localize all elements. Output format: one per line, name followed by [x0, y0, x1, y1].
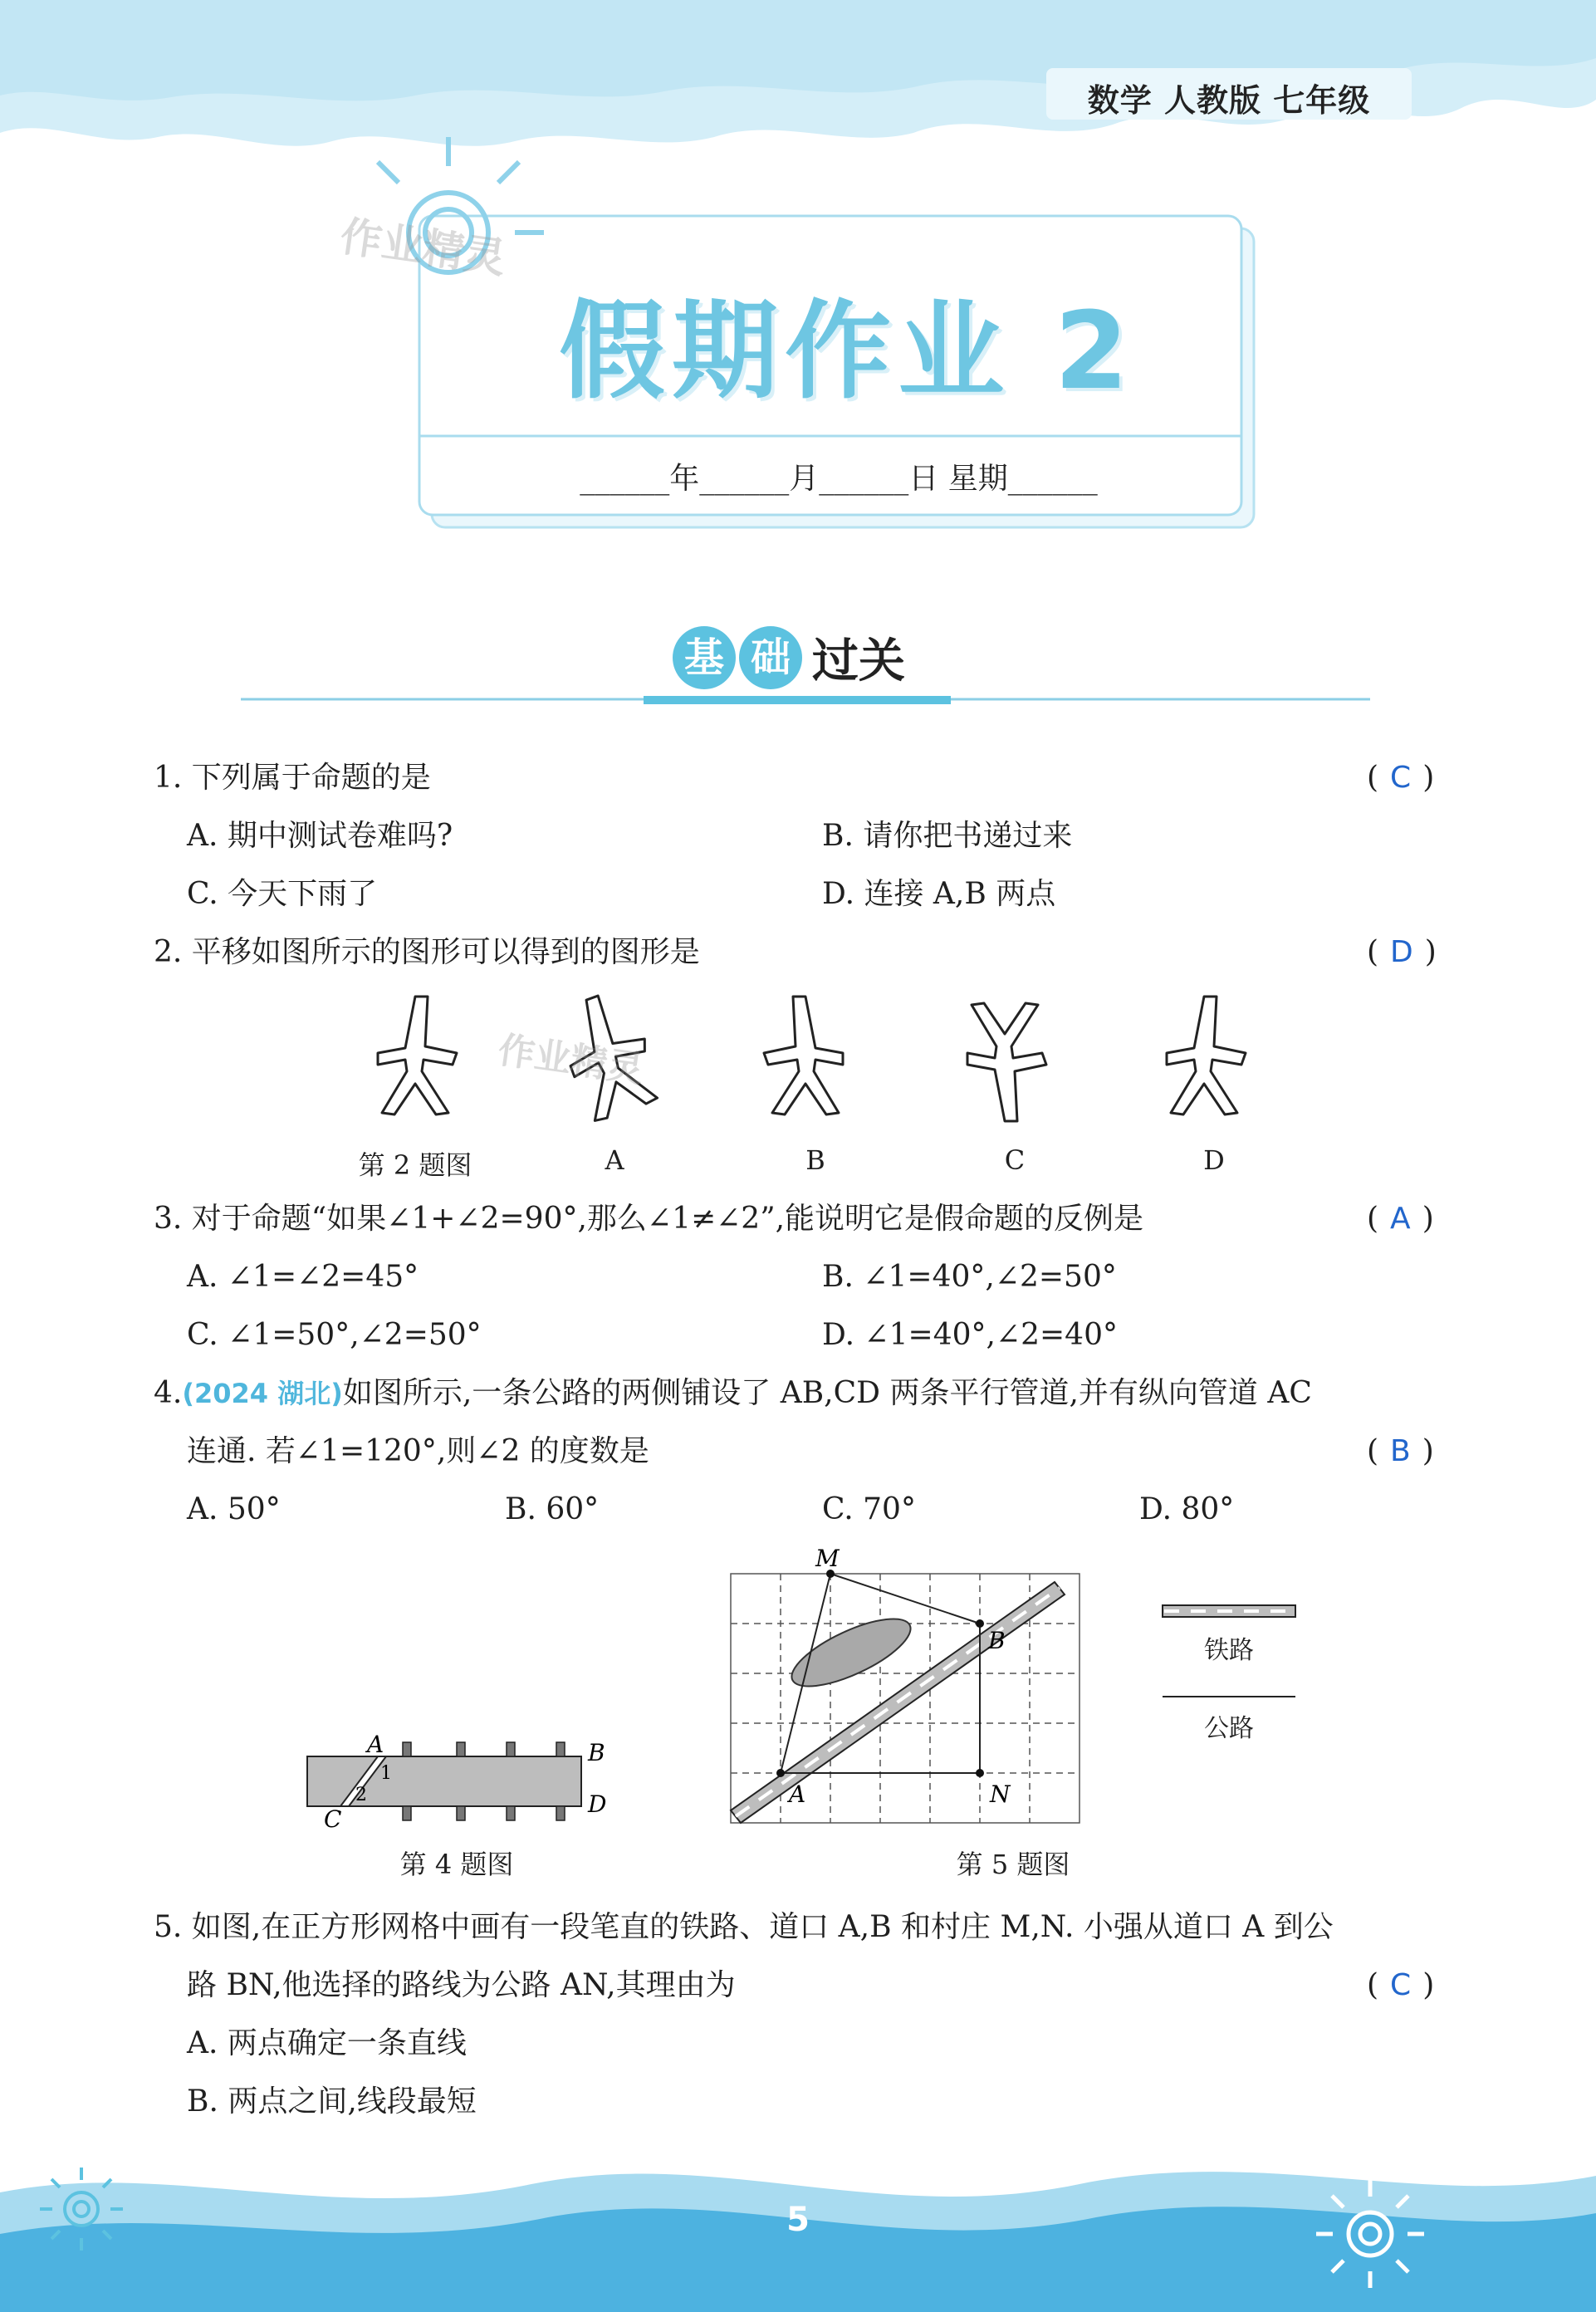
fig4-caption: 第 4 题图: [399, 1849, 514, 1880]
section-ball-1: 基: [673, 626, 736, 689]
q3-answer: ( A ): [1367, 1202, 1434, 1236]
fig4-pipe-top: [403, 1742, 411, 1756]
q3-answer-value: A: [1390, 1202, 1411, 1236]
q2-answer: ( D ): [1367, 935, 1437, 969]
q4-answer-value: B: [1390, 1434, 1411, 1468]
q4-option-b: B. 60°: [505, 1492, 600, 1526]
section-ball-2: 础: [739, 626, 802, 689]
q2-figures: [332, 988, 1329, 1146]
section-title-rest: 过关: [812, 634, 905, 688]
q4-source-tag: (2024 湖北): [182, 1378, 343, 1409]
q1-option-d: D. 连接 A,B 两点: [822, 877, 1056, 911]
q5-stem-line2: 路 BN,他选择的路线为公路 AN,其理由为: [187, 1968, 736, 2002]
q4-option-c: C. 70°: [822, 1492, 916, 1526]
q4-stem-line2: 连通. 若∠1=120°,则∠2 的度数是: [187, 1434, 649, 1468]
fig4-label-d: D: [588, 1790, 607, 1818]
page-title: 假期作业 2: [559, 290, 1135, 414]
fig4-label-c: C: [324, 1805, 342, 1833]
fig4-label-b: B: [588, 1739, 605, 1766]
fig4-pipe-top: [457, 1742, 465, 1756]
legend-rail-label: 铁路: [1204, 1636, 1254, 1665]
q2-caption-d: D: [1203, 1144, 1225, 1176]
q5-answer: ( C ): [1367, 1968, 1435, 2002]
q4-option-d: D. 80°: [1139, 1492, 1235, 1526]
q1-answer: ( C ): [1367, 761, 1435, 795]
section-heading: [673, 625, 905, 699]
q4-answer: ( B ): [1367, 1434, 1434, 1468]
fig5-point-n: [976, 1769, 984, 1777]
fig4-label-1: 1: [380, 1763, 392, 1784]
fig4-pipe-top: [556, 1742, 565, 1756]
fig5-label-b: B: [988, 1627, 1006, 1654]
fig4-label-a: A: [367, 1731, 384, 1758]
q5-option-a: A. 两点确定一条直线: [187, 2026, 467, 2060]
fig4-pipe-bottom: [507, 1806, 515, 1820]
date-line: ______年______月______日 星期______: [580, 462, 1098, 496]
q4-stem-line1: 如图所示,一条公路的两侧铺设了 AB,CD 两条平行管道,并有纵向管道 AC: [342, 1376, 1312, 1410]
fig5-label-n: N: [990, 1781, 1011, 1808]
q2-shape-c: [967, 1003, 1046, 1121]
q3-option-b: B. ∠1=40°,∠2=50°: [822, 1260, 1117, 1294]
q2-shape-b: [764, 997, 843, 1114]
q1-answer-value: C: [1390, 761, 1412, 795]
watermark: 作业精灵: [337, 212, 509, 283]
grade-label: 数学 人教版 七年级: [1087, 82, 1371, 119]
page-number: 5: [786, 2201, 810, 2239]
q5-stem-line1: 5. 如图,在正方形网格中画有一段笔直的铁路、道口 A,B 和村庄 M,N. 小强从道口 A 到公: [154, 1910, 1334, 1944]
fig5-lake: [783, 1605, 918, 1699]
q2-caption-b: B: [805, 1144, 825, 1176]
legend-road-label: 公路: [1204, 1714, 1254, 1743]
fig5-label-m: M: [815, 1545, 840, 1572]
fig5-caption: 第 5 题图: [956, 1849, 1070, 1880]
q1-option-b: B. 请你把书递过来: [822, 819, 1073, 853]
q3-option-a: A. ∠1=∠2=45°: [187, 1260, 419, 1294]
q1-stem: 1. 下列属于命题的是: [154, 761, 431, 795]
q2-stem: 2. 平移如图所示的图形可以得到的图形是: [154, 935, 700, 969]
q2-shape-d: [1167, 997, 1246, 1114]
fig4-pipe-bottom: [403, 1806, 411, 1820]
q1-option-c: C. 今天下雨了: [187, 877, 378, 911]
q4-option-a: A. 50°: [187, 1492, 281, 1526]
q2-caption: 第 2 题图: [358, 1149, 472, 1181]
fig4-diagram: [299, 1719, 614, 1852]
fig4-pipe-top: [507, 1742, 515, 1756]
fig5-label-a: A: [789, 1781, 806, 1808]
q3-option-d: D. ∠1=40°,∠2=40°: [822, 1318, 1118, 1352]
watermark-2: 作业精灵: [495, 1028, 647, 1091]
q4-line1: [154, 1373, 1312, 1414]
q3-option-c: C. ∠1=50°,∠2=50°: [187, 1318, 482, 1352]
fig4-pipe-bottom: [457, 1806, 465, 1820]
fig5-diagram: [722, 1545, 1088, 1827]
q2-caption-a: A: [605, 1144, 624, 1176]
q2-answer-value: D: [1390, 935, 1413, 969]
q2-shape-original: [378, 997, 457, 1114]
q5-option-b: B. 两点之间,线段最短: [187, 2084, 477, 2119]
q5-answer-value: C: [1390, 1968, 1412, 2002]
fig4-label-2: 2: [355, 1785, 367, 1805]
fig5-point-a: [776, 1769, 785, 1777]
fig5-point-b: [976, 1619, 984, 1628]
q2-caption-c: C: [1004, 1144, 1026, 1176]
fig4-pipe-bottom: [556, 1806, 565, 1820]
q1-option-a: A. 期中测试卷难吗?: [187, 819, 453, 853]
q3-stem: 3. 对于命题“如果∠1+∠2=90°,那么∠1≠∠2”,能说明它是假命题的反例是: [154, 1202, 1144, 1236]
q4-number: 4.: [154, 1376, 183, 1410]
